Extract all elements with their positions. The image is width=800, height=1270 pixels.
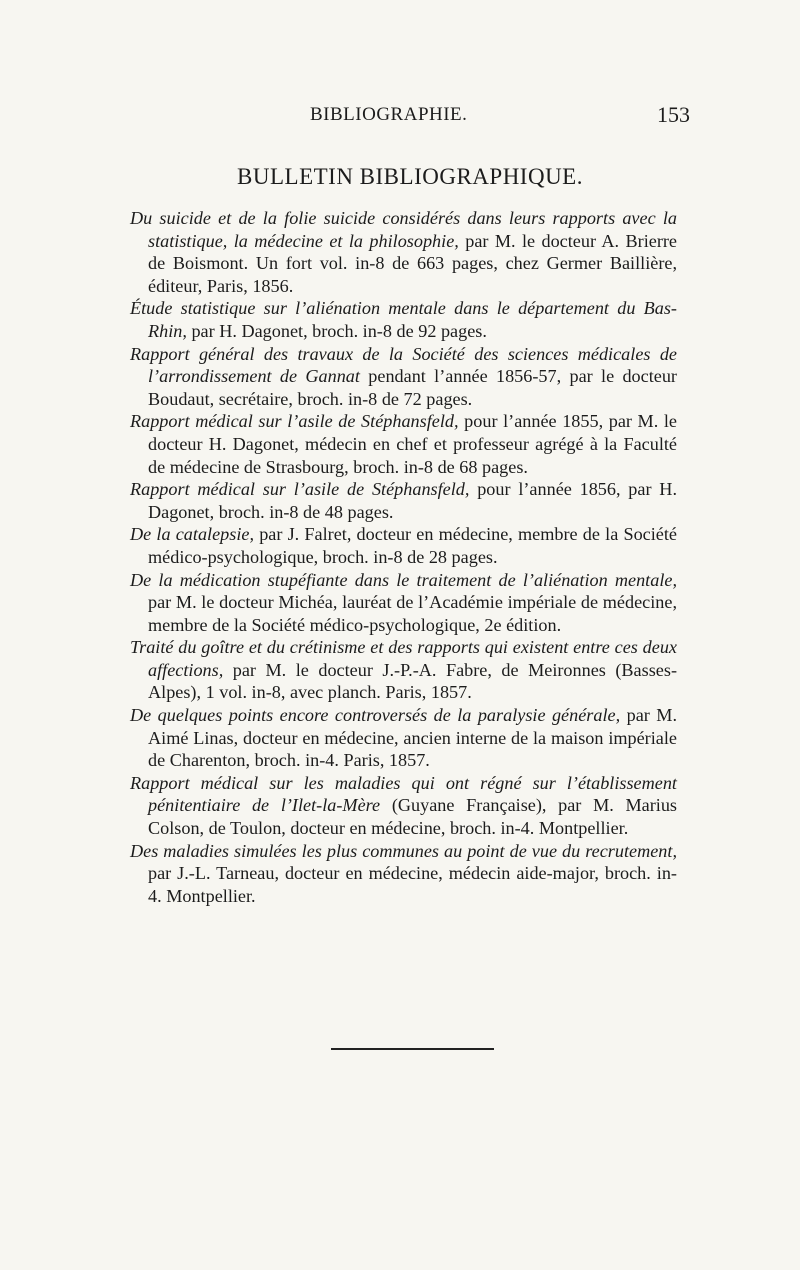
- closing-rule: [331, 1048, 494, 1050]
- entry-title: De la médication stupéfiante dans le traitement de l’aliénation mentale,: [130, 569, 677, 590]
- bibliography-entry: [130, 772, 677, 840]
- running-title: BIBLIOGRAPHIE.: [310, 104, 468, 125]
- bibliography-entry: [130, 343, 677, 411]
- running-head: [130, 104, 690, 128]
- entry-title: Rapport général des travaux de la Société des sciences médicales de l’arrondissement de Gannat: [130, 343, 677, 387]
- bibliography-entry: [130, 523, 677, 568]
- bibliography-entry: [130, 704, 677, 772]
- bibliography-entry: [130, 297, 677, 342]
- bibliography-entry: [130, 636, 677, 704]
- entry-title: De quelques points encore controversés de la paralysie générale,: [130, 705, 621, 726]
- entry-details: pendant l’année 1856-57, par le docteur Boudaut, secrétaire, broch. in-8 de 72 pages.: [148, 366, 677, 409]
- entry-details: par M. Aimé Linas, docteur en médecine, ancien interne de la maison impériale de Charenton, broch. in-4. Paris, 1857.: [148, 705, 677, 771]
- entry-details: (Guyane Française), par M. Marius Colson, de Toulon, docteur en médecine, broch. in-4. Montpellier.: [148, 795, 678, 839]
- entry-title: Étude statistique sur l’aliénation mentale dans le département du Bas-Rhin,: [130, 298, 677, 341]
- entry-title: Des maladies simulées les plus communes au point de vue du recrutement,: [130, 840, 677, 861]
- page-number: 153: [657, 102, 690, 127]
- bibliography-list: [130, 207, 677, 907]
- bibliography-entry: [130, 207, 677, 297]
- entry-title: De la catalepsie,: [130, 524, 255, 545]
- entry-title: Rapport médical sur l’asile de Stéphansfeld,: [130, 479, 470, 500]
- entry-details: par J. Falret, docteur en médecine, membre de la Société médico-psychologique, broch. in-8 de 28 pages.: [148, 524, 677, 567]
- entry-details: par M. le docteur J.-P.-A. Fabre, de Meironnes (Basses-Alpes), 1 vol. in-8, avec planch. Paris, 1857.: [148, 659, 677, 703]
- entry-title: Du suicide et de la folie suicide considérés dans leurs rapports avec la statistique, la médecine et la philosophie,: [130, 208, 677, 251]
- entry-title: Traité du goître et du crétinisme et des rapports qui existent entre ces deux affections,: [130, 637, 677, 680]
- entry-title: Rapport médical sur les maladies qui ont régné sur l’établissement pénitentiaire de l’Ilet-la-Mère: [130, 772, 677, 816]
- bibliography-entry: [130, 410, 677, 478]
- bibliography-entry: [130, 478, 677, 523]
- bibliography-entry: [130, 569, 677, 637]
- entry-details: par J.-L. Tarneau, docteur en médecine, médecin aide-major, broch. in-4. Montpellier.: [148, 863, 677, 906]
- entry-details: pour l’année 1856, par H. Dagonet, broch. in-8 de 48 pages.: [148, 479, 677, 522]
- bibliography-entry: [130, 840, 677, 908]
- entry-details: pour l’année 1855, par M. le docteur H. Dagonet, médecin en chef et professeur agrégé à la Faculté de médecine de Strasbourg, broch. in-8 de 68 pages.: [148, 411, 678, 477]
- entry-details: par M. le docteur A. Brierre de Boismont. Un fort vol. in-8 de 663 pages, chez Germer Baillière, éditeur, Paris, 1856.: [148, 230, 678, 296]
- entry-title: Rapport médical sur l’asile de Stéphansfeld,: [130, 411, 459, 432]
- entry-details: par H. Dagonet, broch. in-8 de 92 pages.: [186, 320, 487, 341]
- bulletin-title: BULLETIN BIBLIOGRAPHIQUE.: [237, 164, 583, 189]
- entry-details: par M. le docteur Michéa, lauréat de l’Académie impériale de médecine, membre de la Société médico-psychologique, 2e édition.: [148, 592, 677, 635]
